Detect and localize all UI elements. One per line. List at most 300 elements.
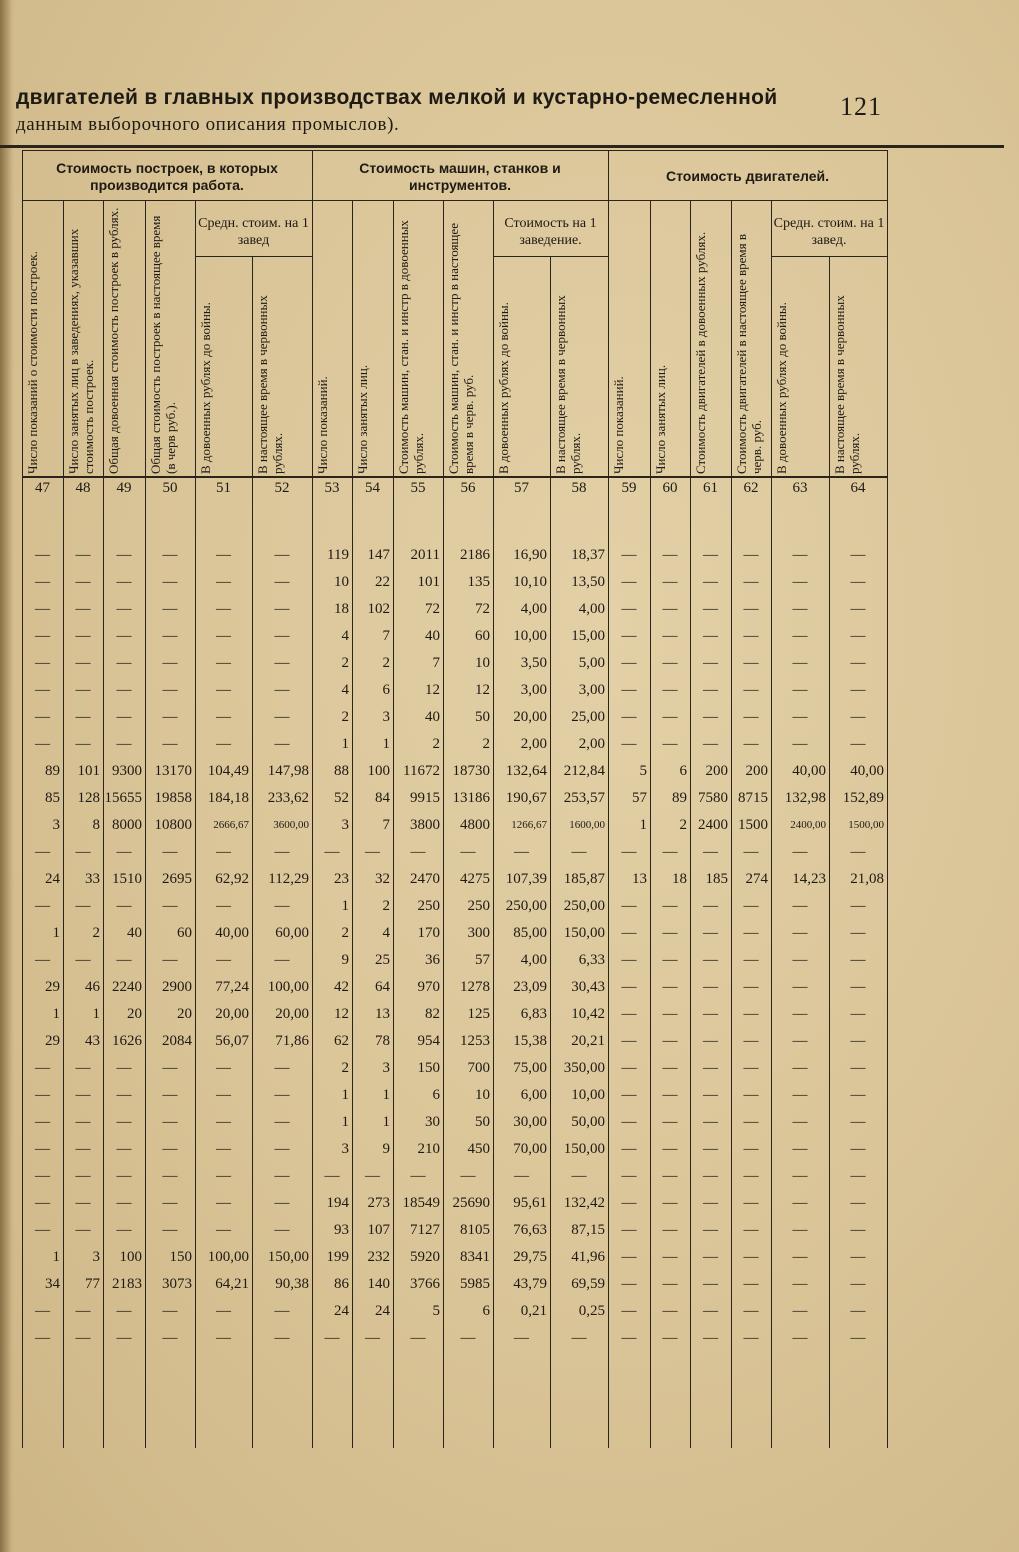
table-cell: 40 <box>425 709 440 725</box>
table-cell: — <box>162 709 178 725</box>
table-cell: 24 <box>45 871 60 887</box>
table-cell: 2186 <box>460 547 490 563</box>
column-number-64: 64 <box>850 480 866 496</box>
table-cell: 0,21 <box>520 1303 547 1319</box>
table-cell: 57 <box>475 952 490 968</box>
table-cell: 3073 <box>162 1276 192 1292</box>
column-number-62: 62 <box>743 480 759 496</box>
table-cell: — <box>571 1330 587 1346</box>
table-cell: — <box>703 1303 718 1319</box>
table-cell: — <box>850 979 866 995</box>
table-cell: 10 <box>475 1087 490 1103</box>
table-cell: 2240 <box>112 979 142 995</box>
table-cell: — <box>662 925 678 941</box>
table-cell: — <box>116 1141 132 1157</box>
table-cell: 15,38 <box>513 1033 547 1049</box>
table-cell: — <box>75 628 91 644</box>
table-cell: — <box>621 1330 637 1346</box>
table-cell: 100 <box>119 1249 142 1265</box>
table-cell: — <box>850 925 866 941</box>
table-cell: — <box>162 1168 178 1184</box>
table-cell: 21,08 <box>850 871 884 887</box>
table-cell: — <box>35 1168 50 1184</box>
table-cell: — <box>162 736 178 752</box>
column-header-64: В настоящее время в червонных рублях. <box>832 295 862 474</box>
table-cell: — <box>850 1276 866 1292</box>
table-cell: 46 <box>85 979 100 995</box>
table-cell: — <box>162 1195 178 1211</box>
table-cell: — <box>850 1006 866 1022</box>
table-cell: 1 <box>52 925 60 941</box>
table-cell: 29 <box>45 1033 60 1049</box>
column-header-47: Число показаний о стоимости построек. <box>25 251 40 474</box>
table-cell: — <box>662 1087 678 1103</box>
table-cell: — <box>703 1006 718 1022</box>
table-cell: — <box>703 1141 718 1157</box>
table-cell: 4 <box>382 925 390 941</box>
table-cell: 125 <box>467 1006 490 1022</box>
table-cell: — <box>274 1141 290 1157</box>
table-cell: — <box>274 1168 290 1184</box>
table-cell: 15655 <box>104 790 142 806</box>
table-cell: — <box>703 1033 718 1049</box>
column-header-62: Стоимость двигателей в настоящее время в черв. руб. <box>734 234 764 474</box>
table-cell: 8341 <box>460 1249 490 1265</box>
table-cell: — <box>216 898 231 914</box>
table-cell: — <box>274 547 290 563</box>
table-cell: — <box>621 709 637 725</box>
table-cell: 16,90 <box>513 547 547 563</box>
table-cell: — <box>35 1114 50 1130</box>
table-cell: 42 <box>334 979 349 995</box>
table-cell: 7 <box>432 655 440 671</box>
table-cell: 84 <box>375 790 390 806</box>
table-cell: 20 <box>177 1006 192 1022</box>
table-cell: 119 <box>327 547 349 563</box>
table-cell: — <box>662 1195 678 1211</box>
table-cell: — <box>662 1168 678 1184</box>
table-cell: 50 <box>475 1114 490 1130</box>
table-cell: — <box>75 709 91 725</box>
table-cell: — <box>703 736 718 752</box>
table-cell: — <box>792 1168 808 1184</box>
table-cell: 2666,67 <box>213 819 249 831</box>
table-cell: — <box>116 952 132 968</box>
table-cell: 1278 <box>460 979 490 995</box>
table-cell: 60 <box>177 925 192 941</box>
table-cell: 20,00 <box>513 709 547 725</box>
table-cell: 5 <box>639 763 647 779</box>
column-header-55: Стоимость машин, стан. и инстр в довоенных рублях. <box>396 220 426 474</box>
table-cell: — <box>743 655 759 671</box>
table-cell: — <box>274 574 290 590</box>
table-cell: — <box>324 844 340 860</box>
column-header-52: В настоящее время в червонных рублях. <box>255 295 285 474</box>
table-cell: 75,00 <box>513 1060 547 1076</box>
table-cell: 13170 <box>154 763 192 779</box>
table-cell: 89 <box>672 790 687 806</box>
table-cell: — <box>35 1195 50 1211</box>
table-cell: — <box>75 601 91 617</box>
table-cell: — <box>216 952 231 968</box>
table-cell: — <box>703 628 718 644</box>
table-cell: — <box>743 682 759 698</box>
table-cell: — <box>75 898 91 914</box>
table-cell: — <box>792 547 808 563</box>
table-cell: — <box>75 1168 91 1184</box>
table-cell: 20 <box>127 1006 142 1022</box>
table-cell: — <box>662 979 678 995</box>
table-cell: 1500,00 <box>848 819 884 831</box>
table-cell: 128 <box>77 790 100 806</box>
table-cell: 2 <box>341 925 349 941</box>
table-cell: — <box>410 1330 426 1346</box>
table-cell: — <box>216 1222 231 1238</box>
table-cell: 89 <box>45 763 60 779</box>
table-cell: 6 <box>432 1087 440 1103</box>
table-cell: — <box>571 1168 587 1184</box>
table-cell: 50,00 <box>571 1114 605 1130</box>
table-cell: 101 <box>417 574 440 590</box>
table-cell: 25,00 <box>571 709 605 725</box>
subheader-avg-buildings: Средн. стоим. на 1 завед <box>198 216 309 248</box>
table-cell: — <box>743 1330 759 1346</box>
table-cell: — <box>621 1168 637 1184</box>
table-cell: — <box>162 1114 178 1130</box>
table-cell: — <box>116 1303 132 1319</box>
table-cell: 36 <box>425 952 440 968</box>
table-cell: — <box>621 1006 637 1022</box>
table-cell: — <box>75 547 91 563</box>
table-cell: — <box>116 1114 132 1130</box>
table-cell: 40,00 <box>215 925 249 941</box>
table-cell: — <box>850 1303 866 1319</box>
table-cell: 57 <box>632 790 647 806</box>
table-cell: — <box>703 1222 718 1238</box>
table-cell: 9 <box>382 1141 390 1157</box>
table-cell: 32 <box>375 871 390 887</box>
table-cell: — <box>116 601 132 617</box>
table-cell: — <box>662 709 678 725</box>
column-header-48: Число занятых лиц в заведениях, указавших стоимость построек. <box>66 228 96 474</box>
table-cell: — <box>792 1330 808 1346</box>
table-cell: — <box>216 1087 231 1103</box>
table-cell: 30,00 <box>513 1114 547 1130</box>
column-header-57: В довоенных рублях до войны. <box>496 302 511 474</box>
table-cell: 82 <box>425 1006 440 1022</box>
table-cell: 4 <box>341 628 349 644</box>
column-number-48: 48 <box>75 480 91 496</box>
table-cell: — <box>792 601 808 617</box>
table-cell: 5985 <box>460 1276 490 1292</box>
table-cell: 85,00 <box>513 925 547 941</box>
table-cell: — <box>75 844 91 860</box>
table-cell: 954 <box>417 1033 440 1049</box>
table-cell: — <box>274 1222 290 1238</box>
table-cell: — <box>743 952 759 968</box>
table-cell: — <box>792 979 808 995</box>
table-cell: 2 <box>92 925 100 941</box>
table-cell: — <box>216 655 231 671</box>
title-line-1: двигателей в главных производствах мелкой и кустарно-ремесленной <box>16 86 778 109</box>
table-cell: 150 <box>169 1249 192 1265</box>
table-cell: 71,86 <box>275 1033 309 1049</box>
table-cell: 2 <box>482 736 490 752</box>
table-cell: 88 <box>334 763 349 779</box>
table-cell: — <box>792 655 808 671</box>
table-cell: 2400 <box>698 817 728 833</box>
table-cell: — <box>850 547 866 563</box>
column-number-49: 49 <box>116 480 132 496</box>
table-cell: — <box>621 682 637 698</box>
table-cell: 1 <box>382 1114 390 1130</box>
table-cell: 87,15 <box>571 1222 605 1238</box>
table-cell: 100,00 <box>267 979 309 995</box>
table-cell: — <box>850 709 866 725</box>
table-cell: — <box>792 1006 808 1022</box>
table-cell: — <box>116 898 132 914</box>
table-cell: 12 <box>475 682 490 698</box>
column-number-50: 50 <box>162 480 178 496</box>
column-number-63: 63 <box>792 480 808 496</box>
table-cell: — <box>621 952 637 968</box>
table-cell: 10,00 <box>513 628 547 644</box>
table-cell: 6 <box>382 682 390 698</box>
table-cell: 30 <box>425 1114 440 1130</box>
table-cell: 6 <box>679 763 687 779</box>
table-cell: — <box>116 655 132 671</box>
table-cell: 23,09 <box>513 979 547 995</box>
table-cell: — <box>274 601 290 617</box>
table-cell: 700 <box>467 1060 490 1076</box>
table-cell: 1 <box>382 736 390 752</box>
table-cell: 3,00 <box>578 682 605 698</box>
table-cell: 1626 <box>112 1033 142 1049</box>
table-cell: 2 <box>341 655 349 671</box>
column-number-58: 58 <box>571 480 587 496</box>
table-cell: 147,98 <box>267 763 309 779</box>
table-cell: — <box>571 844 587 860</box>
table-cell: — <box>274 1087 290 1103</box>
table-cell: 1 <box>341 1114 349 1130</box>
table-cell: — <box>274 1303 290 1319</box>
table-cell: 2 <box>679 817 687 833</box>
table-cell: — <box>662 574 678 590</box>
table-cell: — <box>792 1114 808 1130</box>
column-number-52: 52 <box>274 480 290 496</box>
book-spine-shadow <box>0 0 14 1552</box>
column-header-50: Общая стоимость построек в настоящее время (в черв руб.). <box>148 215 178 474</box>
table-cell: — <box>662 1114 678 1130</box>
table-cell: 2,00 <box>578 736 605 752</box>
table-cell: 250,00 <box>505 898 547 914</box>
column-header-63: В довоенных рублях до войны. <box>774 302 789 474</box>
column-number-55: 55 <box>410 480 426 496</box>
top-rule <box>0 145 1004 148</box>
table-cell: — <box>850 1249 866 1265</box>
table-cell: — <box>850 1168 866 1184</box>
table-cell: 25 <box>375 952 390 968</box>
table-cell: — <box>216 1303 231 1319</box>
group-line-2 <box>312 200 608 201</box>
table-cell: 1 <box>341 736 349 752</box>
table-cell: — <box>743 1033 759 1049</box>
table-cell: 274 <box>745 871 768 887</box>
table-cell: 185,87 <box>563 871 605 887</box>
table-cell: 1 <box>382 1087 390 1103</box>
table-cell: — <box>365 844 380 860</box>
table-cell: 104,49 <box>207 763 249 779</box>
column-header-60: Число занятых лиц. <box>653 364 668 474</box>
table-cell: — <box>75 952 91 968</box>
table-cell: 43 <box>85 1033 100 1049</box>
table-cell: 13 <box>632 871 647 887</box>
table-cell: — <box>703 952 718 968</box>
table-cell: — <box>621 736 637 752</box>
table-cell: 18730 <box>452 763 490 779</box>
table-cell: — <box>662 655 678 671</box>
table-cell: 20,00 <box>275 1006 309 1022</box>
table-cell: 3766 <box>410 1276 440 1292</box>
table-cell: 72 <box>475 601 490 617</box>
table-cell: — <box>162 601 178 617</box>
table-cell: 107 <box>367 1222 390 1238</box>
table-cell: — <box>116 844 132 860</box>
table-cell: — <box>162 898 178 914</box>
table-cell: — <box>703 925 718 941</box>
table-cell: 2 <box>382 655 390 671</box>
table-cell: 9 <box>341 952 349 968</box>
table-cell: 4 <box>341 682 349 698</box>
table-cell: — <box>743 979 759 995</box>
table-cell: — <box>116 628 132 644</box>
table-cell: — <box>216 628 231 644</box>
table-cell: — <box>621 898 637 914</box>
table-cell: 3 <box>92 1249 100 1265</box>
table-cell: — <box>703 709 718 725</box>
table-cell: — <box>35 655 50 671</box>
table-cell: 8 <box>92 817 100 833</box>
table-cell: — <box>743 601 759 617</box>
table-cell: 212,84 <box>563 763 605 779</box>
table-cell: — <box>274 709 290 725</box>
table-cell: 100,00 <box>207 1249 249 1265</box>
table-cell: — <box>792 1222 808 1238</box>
table-cell: — <box>116 1168 132 1184</box>
table-cell: — <box>850 844 866 860</box>
table-cell: 14,23 <box>792 871 826 887</box>
table-cell: 6,83 <box>520 1006 547 1022</box>
table-cell: — <box>274 1060 290 1076</box>
table-cell: — <box>792 574 808 590</box>
table-cell: 93 <box>334 1222 349 1238</box>
table-cell: — <box>75 1060 91 1076</box>
table-cell: — <box>621 1303 637 1319</box>
table-cell: — <box>162 682 178 698</box>
table-cell: 3 <box>382 709 390 725</box>
table-cell: — <box>75 1114 91 1130</box>
table-cell: — <box>162 1141 178 1157</box>
table-cell: — <box>162 547 178 563</box>
table-cell: — <box>743 1006 759 1022</box>
table-cell: — <box>621 1087 637 1103</box>
table-cell: 7127 <box>410 1222 440 1238</box>
table-cell: — <box>743 1168 759 1184</box>
table-cell: — <box>116 1195 132 1211</box>
table-cell: 19858 <box>154 790 192 806</box>
table-cell: — <box>792 1276 808 1292</box>
table-cell: — <box>850 1330 866 1346</box>
table-cell: 3,50 <box>520 655 547 671</box>
table-cell: — <box>35 1087 50 1103</box>
table-cell: 1600,00 <box>569 819 605 831</box>
table-cell: 4,00 <box>520 952 547 968</box>
table-cell: — <box>703 979 718 995</box>
table-cell: — <box>743 844 759 860</box>
table-cell: — <box>216 709 231 725</box>
table-cell: — <box>662 682 678 698</box>
table-cell: 64 <box>375 979 390 995</box>
table-cell: — <box>35 952 50 968</box>
table-cell: 10,10 <box>513 574 547 590</box>
table-cell: 185 <box>705 871 728 887</box>
table-cell: — <box>850 574 866 590</box>
table-cell: 18 <box>672 871 687 887</box>
table-cell: 10 <box>334 574 349 590</box>
table-cell: — <box>216 736 231 752</box>
table-cell: — <box>743 736 759 752</box>
table-cell: 20,00 <box>215 1006 249 1022</box>
column-header-61: Стоимость двигателей в довоенных рублях. <box>693 231 708 474</box>
table-cell: — <box>75 574 91 590</box>
table-cell: — <box>743 1249 759 1265</box>
table-cell: — <box>662 1033 678 1049</box>
table-cell: — <box>75 655 91 671</box>
table-cell: 7 <box>382 628 390 644</box>
table-cell: — <box>703 655 718 671</box>
table-cell: — <box>850 655 866 671</box>
table-cell: — <box>703 844 718 860</box>
table-cell: — <box>850 628 866 644</box>
table-cell: — <box>792 952 808 968</box>
column-header-53: Число показаний. <box>315 376 330 474</box>
table-cell: — <box>662 628 678 644</box>
table-cell: 12 <box>425 682 440 698</box>
table-cell: — <box>35 1141 50 1157</box>
table-cell: 78 <box>375 1033 390 1049</box>
column-number-53: 53 <box>324 480 340 496</box>
page-number: 121 <box>840 92 882 121</box>
table-cell: 8715 <box>738 790 768 806</box>
table-cell: — <box>850 1141 866 1157</box>
table-cell: 24 <box>334 1303 349 1319</box>
table-cell: 8000 <box>112 817 142 833</box>
table-cell: — <box>662 844 678 860</box>
table-cell: 3 <box>382 1060 390 1076</box>
table-cell: — <box>850 898 866 914</box>
table-cell: — <box>116 1060 132 1076</box>
table-cell: 1253 <box>460 1033 490 1049</box>
table-cell: — <box>703 1060 718 1076</box>
table-cell: 18 <box>334 601 349 617</box>
table-cell: 150,00 <box>267 1249 309 1265</box>
table-cell: — <box>621 574 637 590</box>
table-cell: 11672 <box>403 763 440 779</box>
table-cell: 1 <box>92 1006 100 1022</box>
table-cell: — <box>621 1195 637 1211</box>
table-cell: — <box>162 1087 178 1103</box>
table-cell: 3800 <box>410 817 440 833</box>
